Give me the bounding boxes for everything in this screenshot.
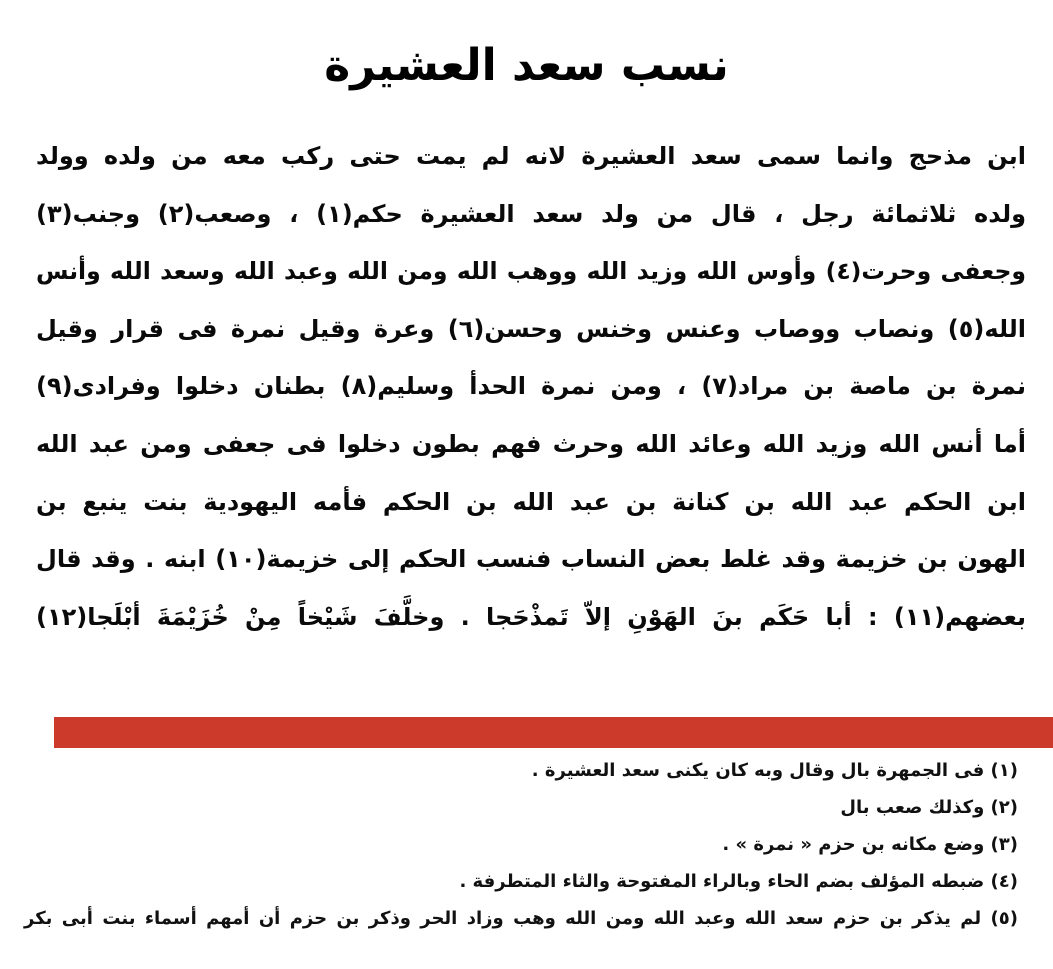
- body-line: ولده ثلاثمائة رجل ، قال من ولد سعد العشيرة حكم(١) ، وصعب(٢) وجنب(٣): [36, 199, 1027, 228]
- footnotes: [24, 752, 1018, 937]
- body-line: نمرة بن ماصة بن مراد(٧) ، ومن نمرة الحدأ وسليم(٨) بطنان دخلوا وفرادى(٩): [36, 372, 1026, 401]
- footnote-item: (٥) لم يذكر بن حزم سعد الله وعبد الله ومن الله وهب وزاد الحر وذكر بن حزم أن أمهم أسماء بنت أبى بكر: [24, 908, 1018, 929]
- body-line: أما أنس الله وزيد الله وعائد الله وحرث فهم بطون دخلوا فى جعفى ومن عبد الله: [36, 429, 1026, 458]
- footnote-item: (٤) ضبطه المؤلف بضم الحاء وبالراء المفتوحة والثاء المتطرفة .: [459, 871, 1018, 892]
- body-line: بعضهم(١١) : أبا حَكَم بنَ الهَوْنِ إلاّ تَمذْحَجا . وخلَّفَ شَيْخاً مِنْ خُزَيْمَةَ أبْلَجا(١٢): [36, 602, 1026, 631]
- footnote-item: (٣) وضع مكانه بن حزم « نمرة » .: [722, 834, 1018, 855]
- body-line: ابن مذحج وانما سمى سعد العشيرة لانه لم يمت حتى ركب معه من ولده وولد: [36, 142, 1026, 170]
- body-line: الله(٥) ونصاب ووصاب وعنس وخنس وحسن(٦) وعرة وقيل نمرة فى قرار وقيل: [36, 314, 1026, 343]
- body-line: الهون بن خزيمة وقد غلط بعض النساب فنسب الحكم إلى خزيمة(١٠) ابنه . وقد قال: [36, 545, 1026, 574]
- body-line: ابن الحكم عبد الله بن كنانة بن عبد الله بن الحكم فأمه اليهودية بنت ينبع بن: [36, 487, 1026, 516]
- body-text: [36, 128, 1026, 646]
- chapter-title: نسب سعد العشيرة: [324, 40, 729, 91]
- separator-bar: [54, 717, 1053, 748]
- footnote-item: (١) فى الجمهرة بال وقال وبه كان يكنى سعد العشيرة .: [531, 760, 1018, 781]
- footnote-item: (٢) وكذلك صعب بال: [840, 797, 1018, 818]
- body-line: وجعفى وحرت(٤) وأوس الله وزيد الله ووهب الله ومن الله وعبد الله وسعد الله وأنس: [36, 257, 1026, 286]
